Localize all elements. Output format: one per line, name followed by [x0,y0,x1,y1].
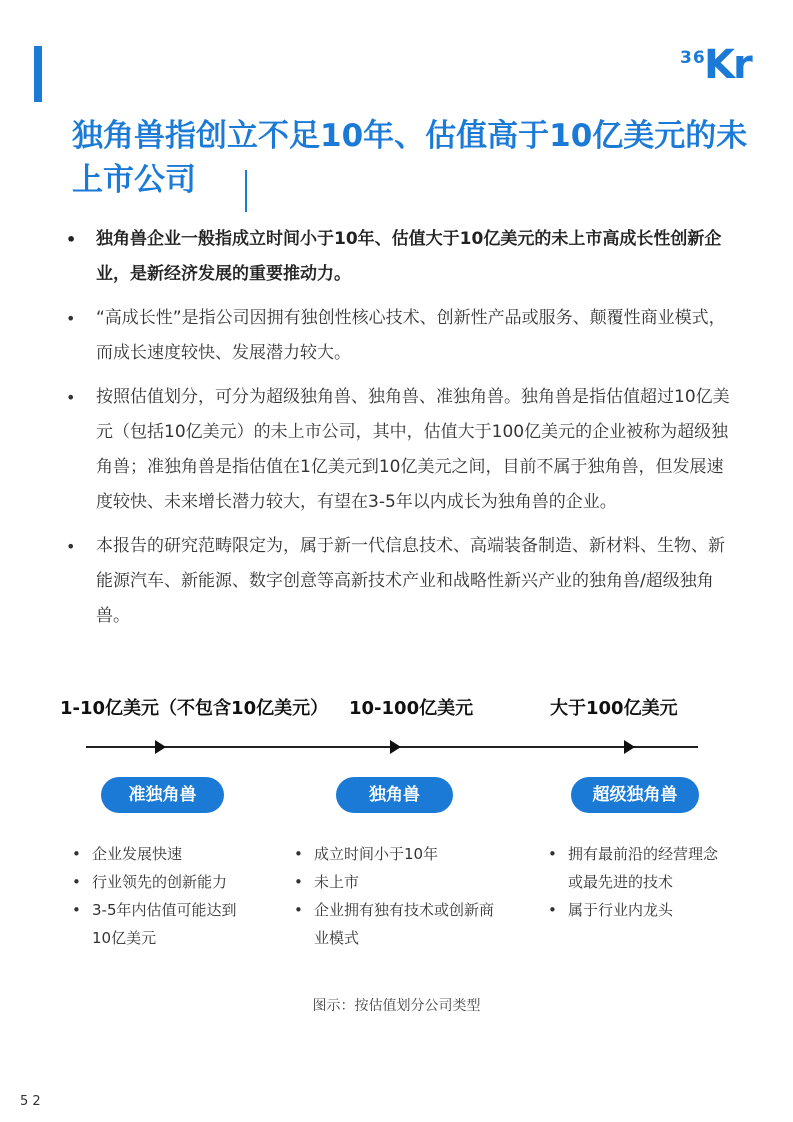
trait-text: 未上市 [314,873,360,891]
trait-text: 企业拥有独有技术或创新商业模式 [314,901,495,947]
trait-text: 行业领先的创新能力 [92,873,228,891]
trait-item [294,868,509,896]
bullet-dot: • [66,309,76,328]
quasi-unicorn-traits [72,840,282,952]
title-divider [245,170,247,212]
page-title: 独角兽指创立不足10年、估值高于10亿美元的未上市公司 [72,118,748,198]
page-number: 5 2 [20,1094,41,1109]
bullet-text: 独角兽企业一般指成立时间小于10年、估值大于10亿美元的未上市高成长性创新企业，是新经济发展的重要推动力。 [96,229,722,284]
bullet-dot: • [548,845,557,863]
bullet-list [64,222,734,643]
bullet-dot: • [294,845,303,863]
trait-item [294,840,509,868]
trait-item [548,840,723,896]
range-label-1: 1-10亿美元（不包含10亿美元） [60,698,329,719]
trait-text: 属于行业内龙头 [568,901,674,919]
trait-text: 企业发展快速 [92,845,183,863]
bullet-item [64,529,734,634]
bullet-dot: • [66,537,76,556]
bullet-item [64,301,734,371]
bullet-dot: • [66,388,76,407]
category-pill-quasi-unicorn: 准独角兽 [101,777,224,813]
figure-caption: 图示：按估值划分公司类型 [312,998,481,1014]
bullet-text: 按照估值划分，可分为超级独角兽、独角兽、准独角兽。独角兽是指估值超过10亿美元（包括10亿美元）的未上市公司，其中，估值大于100亿美元的企业被称为超级独角兽；准独角兽是指估值在1亿美元到10亿美元之间，目前不属于独角兽，但发展速度较快、未来增长潜力较大，有望在3-5年以内成长为独角兽的企业。 [96,387,730,512]
trait-text: 拥有最前沿的经营理念或最先进的技术 [568,845,719,891]
timeline-arrow-icon [155,740,166,754]
logo-number: 36 [680,48,706,68]
trait-item [548,896,733,924]
bullet-text: “高成长性”是指公司因拥有独创性核心技术、创新性产品或服务、颠覆性商业模式，而成长速度较快、发展潜力较大。 [96,308,726,363]
logo-text: Kr [704,42,751,88]
trait-item [72,840,282,868]
super-unicorn-traits [548,840,733,924]
trait-item [72,868,282,896]
bullet-dot: • [294,901,303,919]
bullet-text: 本报告的研究范畴限定为，属于新一代信息技术、高端装备制造、新材料、生物、新能源汽车、新能源、数字创意等高新技术产业和战略性新兴产业的独角兽/超级独角兽。 [96,536,725,626]
unicorn-traits [294,840,509,952]
bullet-dot: • [72,901,81,919]
timeline-arrow-icon [624,740,635,754]
bullet-dot: • [66,230,77,249]
range-label-3: 大于100亿美元 [550,698,678,719]
bullet-dot: • [72,845,81,863]
bullet-item [64,380,734,520]
bullet-dot: • [294,873,303,891]
trait-text: 3-5年内估值可能达到10亿美元 [92,901,237,947]
timeline-arrow-icon [390,740,401,754]
bullet-item [64,222,734,292]
trait-item [294,896,499,952]
range-label-2: 10-100亿美元 [349,698,474,719]
trait-item [72,896,252,952]
bullet-dot: • [548,901,557,919]
category-pill-unicorn: 独角兽 [336,777,453,813]
trait-text: 成立时间小于10年 [314,845,439,863]
bullet-dot: • [72,873,81,891]
header-accent-bar [34,46,42,102]
category-pill-super-unicorn: 超级独角兽 [571,777,699,813]
